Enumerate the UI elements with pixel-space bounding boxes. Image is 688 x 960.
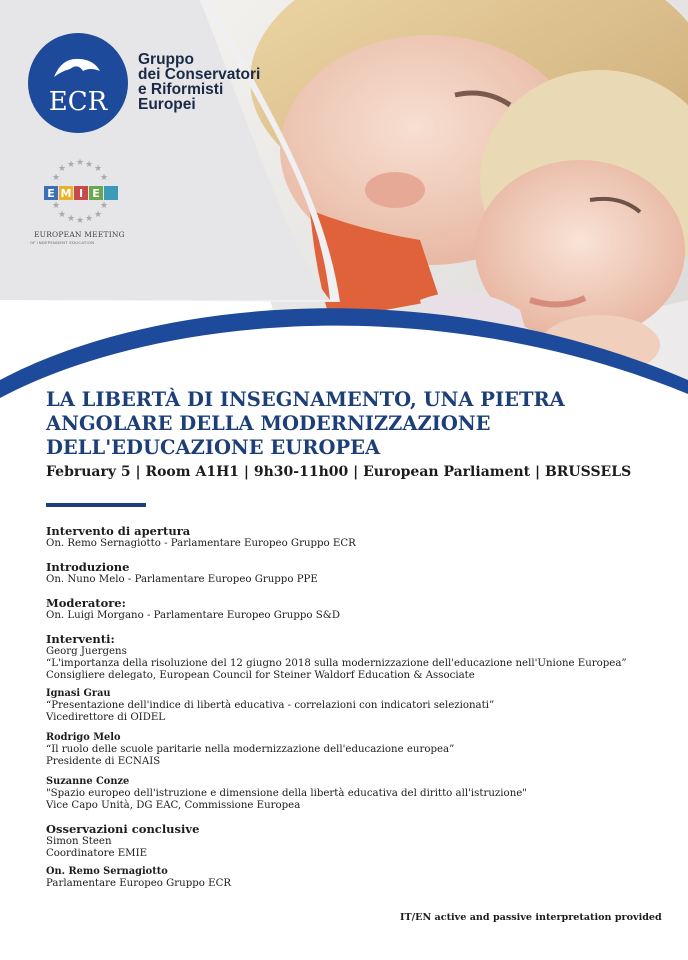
divider-rule <box>46 503 146 507</box>
svg-text:I: I <box>78 187 84 200</box>
ecr-logo-text: ECR <box>48 87 108 117</box>
speaker-name: Simon Steen <box>46 836 112 847</box>
svg-text:E: E <box>47 187 55 200</box>
section-apertura <box>46 524 656 550</box>
ecr-org-line: Gruppo <box>138 51 194 68</box>
svg-text:★: ★ <box>85 214 94 224</box>
talk-title: “L'importanza della risoluzione del 12 giugno 2018 sulla modernizzazione dell'educazione nell'Unione Europea” <box>46 658 627 669</box>
talk-title: “Il ruolo delle scuole paritarie nella modernizzazione dell'educazione europea” <box>46 744 455 755</box>
interpretation-note: IT/EN active and passive interpretation provided <box>400 912 662 923</box>
section-heading: Intervento di apertura <box>46 524 191 538</box>
title-line: DELL'EDUCAZIONE EUROPEA <box>46 436 381 459</box>
ecr-org-line: dei Conservatori <box>138 66 261 83</box>
speaker-line: On. Luigi Morgano - Parlamentare Europeo Gruppo S&D <box>46 610 340 621</box>
speaker-role: Consigliere delegato, European Council for Steiner Waldorf Education & Associate <box>46 670 475 681</box>
speaker-line: On. Remo Sernagiotto - Parlamentare Europeo Gruppo ECR <box>46 538 356 549</box>
svg-text:★: ★ <box>52 201 61 211</box>
svg-text:E: E <box>92 187 100 200</box>
speaker-line: On. Nuno Melo - Parlamentare Europeo Gruppo PPE <box>46 574 318 585</box>
speaker-role: Coordinatore EMIE <box>46 848 148 859</box>
section-heading: Moderatore: <box>46 596 126 610</box>
svg-text:★: ★ <box>52 173 61 183</box>
event-details: February 5 | Room A1H1 | 9h30-11h00 | European Parliament | BRUSSELS <box>46 464 632 480</box>
section-heading: Osservazioni conclusive <box>46 822 200 836</box>
speaker-block <box>46 732 656 768</box>
svg-text:★: ★ <box>76 216 85 226</box>
speaker-name: Georg Juergens <box>46 646 127 657</box>
section-interventi <box>46 632 656 682</box>
svg-text:★: ★ <box>100 201 109 211</box>
speaker-role: Parlamentare Europeo Gruppo ECR <box>46 878 232 889</box>
svg-text:★: ★ <box>94 164 103 174</box>
speaker-role: Presidente di ECNAIS <box>46 756 161 767</box>
section-conclusive <box>46 822 656 860</box>
speaker-name: Suzanne Conze <box>46 776 130 787</box>
svg-text:★: ★ <box>100 173 109 183</box>
program <box>46 524 656 898</box>
section-introduzione <box>46 560 656 586</box>
speaker-role: Vice Capo Unità, DG EAC, Commissione Europea <box>46 800 301 811</box>
speaker-name: Rodrigo Melo <box>46 732 121 743</box>
svg-text:M: M <box>60 187 72 200</box>
svg-text:★: ★ <box>58 164 67 174</box>
title-line: LA LIBERTÀ DI INSEGNAMENTO, UNA PIETRA <box>46 388 565 411</box>
section-heading: Interventi: <box>46 632 115 646</box>
emie-caption: EUROPEAN MEETING <box>34 230 125 239</box>
speaker-name: On. Remo Sernagiotto <box>46 866 168 877</box>
talk-title: "Spazio europeo dell'istruzione e dimensione della libertà educativa del diritto all'istruzione" <box>46 788 527 799</box>
svg-text:★: ★ <box>85 160 94 170</box>
section-moderatore <box>46 596 656 622</box>
speaker-block <box>46 688 656 724</box>
speaker-block-closing <box>46 866 656 890</box>
speaker-block <box>46 776 656 812</box>
ecr-org-line: e Riformisti <box>138 81 224 98</box>
ecr-logo <box>28 33 128 133</box>
svg-text:★: ★ <box>76 158 85 168</box>
section-heading: Introduzione <box>46 560 130 574</box>
ecr-org-line: Europei <box>138 96 196 113</box>
talk-title: “Presentazione dell'indice di libertà educativa - correlazioni con indicatori selezionati” <box>46 700 495 711</box>
svg-text:★: ★ <box>94 210 103 220</box>
svg-text:★: ★ <box>67 160 76 170</box>
event-title <box>46 388 606 460</box>
speaker-role: Vicedirettore di OIDEL <box>46 712 166 723</box>
emie-subcaption: OF INDEPENDENT EDUCATION <box>30 240 95 245</box>
ecr-org-name <box>138 52 260 112</box>
svg-text:★: ★ <box>58 210 67 220</box>
svg-text:★: ★ <box>67 214 76 224</box>
speaker-name: Ignasi Grau <box>46 688 111 699</box>
title-line: ANGOLARE DELLA MODERNIZZAZIONE <box>46 412 491 435</box>
